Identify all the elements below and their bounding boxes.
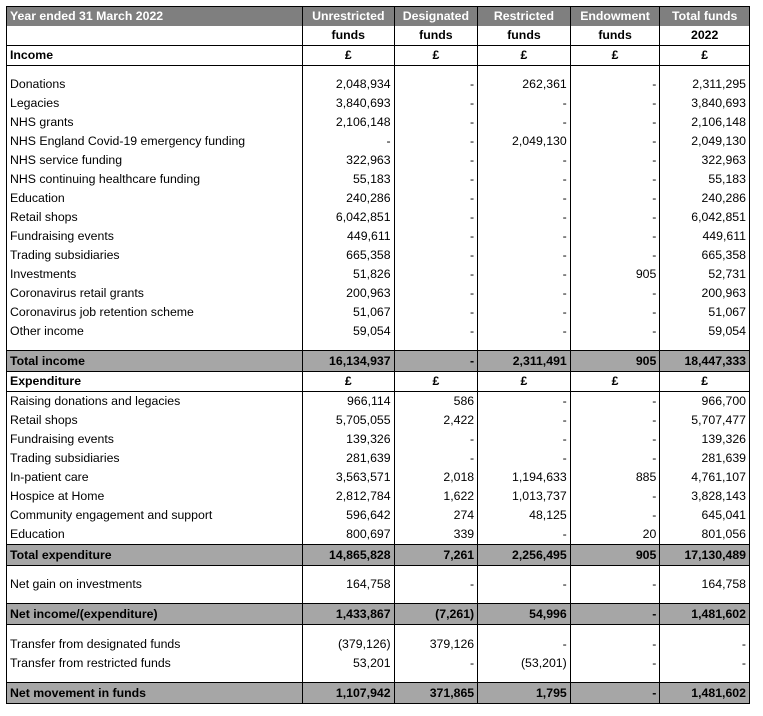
cell-total: 164,758 xyxy=(660,575,750,594)
cell-unrestricted: 596,642 xyxy=(302,506,394,525)
expenditure-row xyxy=(7,525,750,545)
expenditure-row xyxy=(7,392,750,412)
empty-cell xyxy=(478,625,571,636)
cell-unrestricted: 240,286 xyxy=(302,189,394,208)
empty-cell xyxy=(394,341,478,351)
income-row xyxy=(7,94,750,113)
section-heading-income: Income xyxy=(7,46,303,66)
cell-restricted: 2,049,130 xyxy=(478,132,571,151)
cell-unrestricted: 51,067 xyxy=(302,303,394,322)
cell-restricted: - xyxy=(478,303,571,322)
cell-designated: - xyxy=(394,170,478,189)
cell-endowment: - xyxy=(570,132,660,151)
income-row xyxy=(7,151,750,170)
cell-unrestricted: 59,054 xyxy=(302,322,394,341)
column-heading-unrestricted-line2: funds xyxy=(302,26,394,46)
row-label: Coronavirus retail grants xyxy=(7,284,303,303)
currency-symbol: £ xyxy=(302,46,394,66)
cell-unrestricted: - xyxy=(302,132,394,151)
income-row xyxy=(7,132,750,151)
spacer-row xyxy=(7,566,750,576)
cell-unrestricted: 16,134,937 xyxy=(302,351,394,372)
cell-endowment: 905 xyxy=(570,265,660,284)
cell-endowment: - xyxy=(570,575,660,594)
cell-designated: - xyxy=(394,575,478,594)
row-label: Education xyxy=(7,525,303,545)
income-heading-row xyxy=(7,46,750,66)
cell-restricted: - xyxy=(478,265,571,284)
cell-endowment: - xyxy=(570,635,660,654)
empty-cell xyxy=(660,66,750,76)
cell-designated: 586 xyxy=(394,392,478,412)
cell-unrestricted: 966,114 xyxy=(302,392,394,412)
cell-restricted: - xyxy=(478,322,571,341)
row-label: Community engagement and support xyxy=(7,506,303,525)
cell-endowment: - xyxy=(570,654,660,673)
cell-total: 200,963 xyxy=(660,284,750,303)
cell-designated: - xyxy=(394,430,478,449)
cell-total: 2,311,295 xyxy=(660,75,750,94)
cell-endowment: - xyxy=(570,506,660,525)
expenditure-row xyxy=(7,430,750,449)
cell-designated: 371,865 xyxy=(394,683,478,704)
cell-restricted: - xyxy=(478,449,571,468)
cell-restricted: 48,125 xyxy=(478,506,571,525)
cell-endowment: - xyxy=(570,94,660,113)
cell-total: 665,358 xyxy=(660,246,750,265)
cell-total: 17,130,489 xyxy=(660,545,750,566)
expenditure-row xyxy=(7,487,750,506)
empty-cell xyxy=(7,66,303,76)
empty-cell xyxy=(570,625,660,636)
cell-designated: - xyxy=(394,151,478,170)
currency-symbol: £ xyxy=(394,372,478,392)
empty-cell xyxy=(570,66,660,76)
cell-endowment: - xyxy=(570,449,660,468)
cell-endowment: - xyxy=(570,411,660,430)
column-heading-total: Total funds xyxy=(660,7,750,27)
cell-endowment: - xyxy=(570,322,660,341)
income-row xyxy=(7,303,750,322)
empty-cell xyxy=(570,341,660,351)
cell-restricted: - xyxy=(478,94,571,113)
income-row xyxy=(7,246,750,265)
cell-total: 801,056 xyxy=(660,525,750,545)
empty-cell xyxy=(478,594,571,604)
currency-symbol: £ xyxy=(478,46,571,66)
column-heading-designated-line2: funds xyxy=(394,26,478,46)
empty-cell xyxy=(7,26,303,46)
cell-designated: - xyxy=(394,265,478,284)
statement-of-financial-activities-table xyxy=(6,6,750,704)
cell-restricted: 2,311,491 xyxy=(478,351,571,372)
cell-restricted: 54,996 xyxy=(478,604,571,625)
cell-restricted: - xyxy=(478,113,571,132)
empty-cell xyxy=(660,341,750,351)
cell-designated: - xyxy=(394,351,478,372)
income-row xyxy=(7,75,750,94)
empty-cell xyxy=(660,566,750,576)
empty-cell xyxy=(394,625,478,636)
income-row xyxy=(7,189,750,208)
income-row xyxy=(7,284,750,303)
cell-designated: - xyxy=(394,449,478,468)
income-row xyxy=(7,113,750,132)
empty-cell xyxy=(302,594,394,604)
cell-unrestricted: 51,826 xyxy=(302,265,394,284)
empty-cell xyxy=(394,673,478,683)
cell-unrestricted: 139,326 xyxy=(302,430,394,449)
cell-designated: - xyxy=(394,208,478,227)
row-label: Trading subsidiaries xyxy=(7,449,303,468)
year-label: Year ended 31 March 2022 xyxy=(7,7,303,27)
cell-unrestricted: 665,358 xyxy=(302,246,394,265)
empty-cell xyxy=(7,341,303,351)
currency-symbol: £ xyxy=(570,46,660,66)
empty-cell xyxy=(478,673,571,683)
column-heading-total-line2: 2022 xyxy=(660,26,750,46)
cell-restricted: - xyxy=(478,227,571,246)
empty-cell xyxy=(660,594,750,604)
column-heading-designated: Designated xyxy=(394,7,478,27)
row-label: Transfer from restricted funds xyxy=(7,654,303,673)
cell-designated: 2,018 xyxy=(394,468,478,487)
spacer-row xyxy=(7,625,750,636)
net-gain-row xyxy=(7,575,750,594)
cell-unrestricted: 1,433,867 xyxy=(302,604,394,625)
header-row xyxy=(7,7,750,27)
empty-cell xyxy=(7,594,303,604)
cell-endowment: - xyxy=(570,683,660,704)
cell-restricted: - xyxy=(478,392,571,412)
cell-unrestricted: 3,563,571 xyxy=(302,468,394,487)
expenditure-row xyxy=(7,411,750,430)
cell-designated: 339 xyxy=(394,525,478,545)
cell-restricted: - xyxy=(478,635,571,654)
cell-unrestricted: 164,758 xyxy=(302,575,394,594)
cell-unrestricted: 5,705,055 xyxy=(302,411,394,430)
cell-restricted: 2,256,495 xyxy=(478,545,571,566)
row-label: Total expenditure xyxy=(7,545,303,566)
cell-designated: - xyxy=(394,132,478,151)
cell-designated: - xyxy=(394,94,478,113)
cell-restricted: 1,194,633 xyxy=(478,468,571,487)
cell-designated: (7,261) xyxy=(394,604,478,625)
cell-total: 240,286 xyxy=(660,189,750,208)
cell-endowment: - xyxy=(570,170,660,189)
cell-designated: - xyxy=(394,322,478,341)
cell-endowment: 20 xyxy=(570,525,660,545)
cell-restricted: - xyxy=(478,208,571,227)
row-label: NHS grants xyxy=(7,113,303,132)
row-label: Coronavirus job retention scheme xyxy=(7,303,303,322)
cell-total: 52,731 xyxy=(660,265,750,284)
cell-total: 18,447,333 xyxy=(660,351,750,372)
empty-cell xyxy=(7,673,303,683)
empty-cell xyxy=(660,625,750,636)
cell-restricted: - xyxy=(478,575,571,594)
row-label: Transfer from designated funds xyxy=(7,635,303,654)
expenditure-row xyxy=(7,506,750,525)
spacer-row xyxy=(7,66,750,76)
cell-unrestricted: 3,840,693 xyxy=(302,94,394,113)
currency-symbol: £ xyxy=(570,372,660,392)
cell-designated: 2,422 xyxy=(394,411,478,430)
cell-total: 1,481,602 xyxy=(660,683,750,704)
cell-total: 6,042,851 xyxy=(660,208,750,227)
spacer-row xyxy=(7,341,750,351)
row-label: Donations xyxy=(7,75,303,94)
expenditure-row xyxy=(7,468,750,487)
cell-endowment: - xyxy=(570,303,660,322)
empty-cell xyxy=(570,594,660,604)
row-label: Fundraising events xyxy=(7,227,303,246)
row-label: Investments xyxy=(7,265,303,284)
cell-endowment: - xyxy=(570,75,660,94)
cell-restricted: - xyxy=(478,151,571,170)
cell-unrestricted: 2,812,784 xyxy=(302,487,394,506)
cell-restricted: - xyxy=(478,189,571,208)
empty-cell xyxy=(7,566,303,576)
cell-unrestricted: (379,126) xyxy=(302,635,394,654)
header-row-2 xyxy=(7,26,750,46)
expenditure-row xyxy=(7,449,750,468)
empty-cell xyxy=(302,566,394,576)
cell-endowment: - xyxy=(570,189,660,208)
income-row xyxy=(7,322,750,341)
row-label: Net income/(expenditure) xyxy=(7,604,303,625)
row-label: Retail shops xyxy=(7,208,303,227)
cell-designated: - xyxy=(394,227,478,246)
cell-total: 1,481,602 xyxy=(660,604,750,625)
cell-restricted: - xyxy=(478,525,571,545)
currency-symbol: £ xyxy=(660,372,750,392)
empty-cell xyxy=(478,341,571,351)
section-heading-expenditure: Expenditure xyxy=(7,372,303,392)
cell-total: 5,707,477 xyxy=(660,411,750,430)
column-heading-endowment-line2: funds xyxy=(570,26,660,46)
cell-total: - xyxy=(660,654,750,673)
spacer-row xyxy=(7,594,750,604)
cell-unrestricted: 2,106,148 xyxy=(302,113,394,132)
total-expenditure-row xyxy=(7,545,750,566)
cell-unrestricted: 53,201 xyxy=(302,654,394,673)
cell-restricted: 1,013,737 xyxy=(478,487,571,506)
cell-unrestricted: 281,639 xyxy=(302,449,394,468)
income-row xyxy=(7,265,750,284)
cell-restricted: - xyxy=(478,246,571,265)
income-row xyxy=(7,208,750,227)
cell-designated: - xyxy=(394,284,478,303)
cell-total: 449,611 xyxy=(660,227,750,246)
cell-unrestricted: 14,865,828 xyxy=(302,545,394,566)
cell-total: 2,106,148 xyxy=(660,113,750,132)
expenditure-heading-row xyxy=(7,372,750,392)
row-label: NHS service funding xyxy=(7,151,303,170)
cell-endowment: - xyxy=(570,430,660,449)
cell-total: 281,639 xyxy=(660,449,750,468)
cell-total: 51,067 xyxy=(660,303,750,322)
cell-endowment: - xyxy=(570,392,660,412)
cell-total: 59,054 xyxy=(660,322,750,341)
cell-endowment: 905 xyxy=(570,545,660,566)
row-label: Legacies xyxy=(7,94,303,113)
cell-unrestricted: 1,107,942 xyxy=(302,683,394,704)
cell-restricted: 262,361 xyxy=(478,75,571,94)
empty-cell xyxy=(478,66,571,76)
column-heading-restricted-line2: funds xyxy=(478,26,571,46)
cell-total: 4,761,107 xyxy=(660,468,750,487)
cell-endowment: 885 xyxy=(570,468,660,487)
cell-endowment: - xyxy=(570,604,660,625)
row-label: Fundraising events xyxy=(7,430,303,449)
column-heading-endowment: Endowment xyxy=(570,7,660,27)
empty-cell xyxy=(570,566,660,576)
cell-unrestricted: 800,697 xyxy=(302,525,394,545)
cell-designated: 1,622 xyxy=(394,487,478,506)
table-body xyxy=(7,7,750,704)
cell-restricted: - xyxy=(478,284,571,303)
empty-cell xyxy=(302,66,394,76)
cell-total: 645,041 xyxy=(660,506,750,525)
row-label: Raising donations and legacies xyxy=(7,392,303,412)
income-row xyxy=(7,170,750,189)
row-label: In-patient care xyxy=(7,468,303,487)
cell-total: 55,183 xyxy=(660,170,750,189)
empty-cell xyxy=(7,625,303,636)
spacer-row xyxy=(7,673,750,683)
transfer-row xyxy=(7,654,750,673)
transfer-row xyxy=(7,635,750,654)
cell-endowment: - xyxy=(570,284,660,303)
cell-endowment: - xyxy=(570,113,660,132)
cell-designated: 7,261 xyxy=(394,545,478,566)
currency-symbol: £ xyxy=(478,372,571,392)
empty-cell xyxy=(570,673,660,683)
cell-restricted: 1,795 xyxy=(478,683,571,704)
cell-endowment: - xyxy=(570,246,660,265)
empty-cell xyxy=(302,341,394,351)
cell-restricted: - xyxy=(478,170,571,189)
cell-designated: 379,126 xyxy=(394,635,478,654)
cell-total: 139,326 xyxy=(660,430,750,449)
row-label: Total income xyxy=(7,351,303,372)
row-label: NHS England Covid-19 emergency funding xyxy=(7,132,303,151)
cell-endowment: - xyxy=(570,208,660,227)
cell-unrestricted: 200,963 xyxy=(302,284,394,303)
cell-unrestricted: 55,183 xyxy=(302,170,394,189)
row-label: Net movement in funds xyxy=(7,683,303,704)
empty-cell xyxy=(394,594,478,604)
empty-cell xyxy=(302,625,394,636)
cell-designated: - xyxy=(394,75,478,94)
cell-total: 3,840,693 xyxy=(660,94,750,113)
cell-designated: - xyxy=(394,654,478,673)
cell-unrestricted: 6,042,851 xyxy=(302,208,394,227)
empty-cell xyxy=(302,673,394,683)
currency-symbol: £ xyxy=(394,46,478,66)
row-label: Hospice at Home xyxy=(7,487,303,506)
sofa-table-container xyxy=(6,6,750,704)
cell-total: 966,700 xyxy=(660,392,750,412)
row-label: Education xyxy=(7,189,303,208)
cell-total: 322,963 xyxy=(660,151,750,170)
currency-symbol: £ xyxy=(660,46,750,66)
cell-restricted: - xyxy=(478,411,571,430)
row-label: Net gain on investments xyxy=(7,575,303,594)
row-label: Other income xyxy=(7,322,303,341)
cell-designated: - xyxy=(394,246,478,265)
net-income-row xyxy=(7,604,750,625)
total-income-row xyxy=(7,351,750,372)
cell-restricted: - xyxy=(478,430,571,449)
cell-endowment: - xyxy=(570,227,660,246)
net-movement-row xyxy=(7,683,750,704)
cell-designated: - xyxy=(394,189,478,208)
currency-symbol: £ xyxy=(302,372,394,392)
cell-designated: 274 xyxy=(394,506,478,525)
column-heading-restricted: Restricted xyxy=(478,7,571,27)
cell-total: - xyxy=(660,635,750,654)
row-label: NHS continuing healthcare funding xyxy=(7,170,303,189)
empty-cell xyxy=(394,566,478,576)
cell-unrestricted: 2,048,934 xyxy=(302,75,394,94)
cell-designated: - xyxy=(394,113,478,132)
cell-unrestricted: 449,611 xyxy=(302,227,394,246)
cell-unrestricted: 322,963 xyxy=(302,151,394,170)
row-label: Trading subsidiaries xyxy=(7,246,303,265)
cell-restricted: (53,201) xyxy=(478,654,571,673)
empty-cell xyxy=(478,566,571,576)
empty-cell xyxy=(394,66,478,76)
empty-cell xyxy=(660,673,750,683)
cell-designated: - xyxy=(394,303,478,322)
cell-endowment: - xyxy=(570,487,660,506)
cell-endowment: - xyxy=(570,151,660,170)
cell-total: 2,049,130 xyxy=(660,132,750,151)
column-heading-unrestricted: Unrestricted xyxy=(302,7,394,27)
cell-endowment: 905 xyxy=(570,351,660,372)
cell-total: 3,828,143 xyxy=(660,487,750,506)
row-label: Retail shops xyxy=(7,411,303,430)
income-row xyxy=(7,227,750,246)
